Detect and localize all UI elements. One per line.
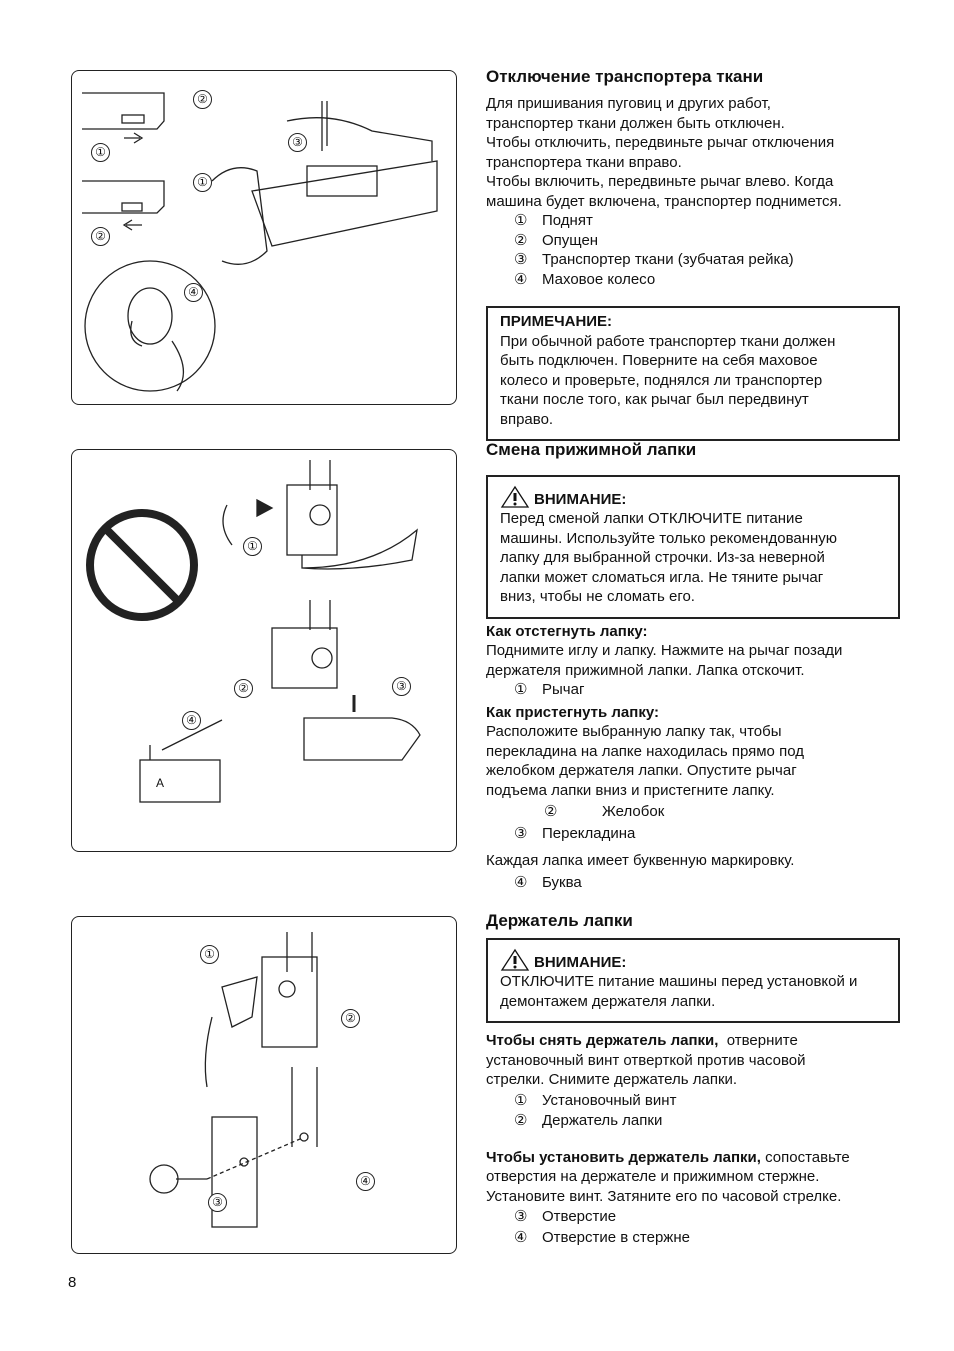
callout-3: ③ bbox=[288, 133, 307, 152]
list-item: ④ Маховое колесо bbox=[514, 270, 656, 288]
callout-1: ① bbox=[200, 945, 219, 964]
section-feed-dog bbox=[486, 66, 900, 441]
body-line: отверстия на держателе и прижимном стержне. bbox=[486, 1168, 820, 1185]
warning-line: вниз, чтобы не сломать его. bbox=[500, 588, 695, 605]
warning-line: лапки может сломаться игла. Не тяните рычаг bbox=[500, 568, 824, 586]
callout-4: ④ bbox=[182, 711, 201, 730]
note-line: ткани после того, как рычаг был передвинут bbox=[500, 391, 809, 408]
warning-header bbox=[500, 948, 886, 972]
note-line: При обычной работе транспортер ткани должен bbox=[500, 332, 836, 350]
callout-2: ② bbox=[341, 1009, 360, 1028]
body-line: Установите винт. Затяните его по часовой стрелке. bbox=[486, 1187, 842, 1205]
section-title: Смена прижимной лапки bbox=[486, 440, 697, 459]
callout-4: ④ bbox=[184, 283, 203, 302]
body-line: Расположите выбранную лапку так, чтобы bbox=[486, 723, 782, 740]
list-item: ① Установочный винт bbox=[514, 1091, 677, 1109]
callout-1: ① bbox=[243, 537, 262, 556]
note-title: ПРИМЕЧАНИЕ: bbox=[500, 313, 613, 330]
note-line: колесо и проверьте, поднялся ли транспортер bbox=[500, 371, 823, 389]
body-line: транспортер ткани должен быть отключен. bbox=[486, 114, 785, 132]
warning-line: демонтажем держателя лапки. bbox=[500, 992, 716, 1010]
warning-title: ВНИМАНИЕ: bbox=[534, 953, 627, 971]
list-item: ② Держатель лапки bbox=[514, 1112, 663, 1129]
body-line: Чтобы включить, передвиньте рычаг влево. Когда bbox=[486, 173, 834, 190]
body-line: желобком держателя лапки. Опустите рычаг bbox=[486, 762, 797, 779]
list-item: ② Опущен bbox=[514, 231, 599, 249]
subheading: Как пристегнуть лапку: bbox=[486, 703, 659, 721]
subheading: Как отстегнуть лапку: bbox=[486, 622, 648, 640]
warning-line: машины. Используйте только рекомендованную bbox=[500, 529, 838, 547]
body-line: Для пришивания пуговиц и других работ, bbox=[486, 95, 771, 112]
warning-line: Перед сменой лапки ОТКЛЮЧИТЕ питание bbox=[500, 510, 803, 527]
section-title: Отключение транспортера ткани bbox=[486, 67, 764, 86]
section-foot-holder bbox=[486, 910, 900, 1247]
foot-letter-marking: A bbox=[156, 776, 165, 790]
callout-3: ③ bbox=[208, 1193, 227, 1212]
list-item: ④ Отверстие в стержне bbox=[514, 1228, 690, 1246]
figure-foot-holder bbox=[71, 916, 457, 1254]
list-item: ④ Буква bbox=[514, 873, 582, 891]
body-line: стрелки. Снимите держатель лапки. bbox=[486, 1071, 738, 1088]
note-line: быть подключен. Поверните на себя маховое bbox=[500, 352, 818, 369]
callout-4: ④ bbox=[356, 1172, 375, 1191]
section-title: Держатель лапки bbox=[486, 911, 633, 930]
callout-2b: ② bbox=[91, 227, 110, 246]
page-number: 8 bbox=[68, 1274, 77, 1291]
body-line: Чтобы установить держатель лапки, сопоставьте bbox=[486, 1148, 850, 1166]
callout-2: ② bbox=[234, 679, 253, 698]
callout-3: ③ bbox=[392, 677, 411, 696]
list-item: ② Желобок bbox=[544, 803, 665, 820]
warning-line: лапку для выбранной строчки. Из-за неверной bbox=[500, 549, 825, 566]
list-item: ③ Транспортер ткани (зубчатая рейка) bbox=[514, 251, 794, 268]
body-line: Чтобы снять держатель лапки, отверните bbox=[486, 1032, 798, 1049]
warning-triangle-icon bbox=[500, 948, 530, 972]
warning-triangle-icon bbox=[500, 485, 530, 509]
body-line: установочный винт отверткой против часовой bbox=[486, 1051, 806, 1069]
figure-feed-dog-lever bbox=[71, 70, 457, 405]
callout-1: ① bbox=[91, 143, 110, 162]
warning-line: ОТКЛЮЧИТЕ питание машины перед установкой и bbox=[500, 973, 858, 990]
body-line: машина будет включена, транспортер поднимется. bbox=[486, 192, 842, 210]
body-line: Поднимите иглу и лапку. Нажмите на рычаг позади bbox=[486, 642, 843, 659]
figure-presser-foot bbox=[71, 449, 457, 852]
list-item: ① Поднят bbox=[514, 212, 593, 229]
body-line: Чтобы отключить, передвиньте рычаг отключения bbox=[486, 134, 835, 151]
body-line: держателя прижимной лапки. Лапка отскочит. bbox=[486, 661, 805, 679]
body-line: перекладина на лапке находилась прямо под bbox=[486, 742, 804, 760]
section-presser-foot bbox=[486, 439, 900, 892]
list-item: ③ Перекладина bbox=[514, 824, 636, 842]
presser-foot-illustration bbox=[72, 450, 457, 852]
callout-1b: ① bbox=[193, 173, 212, 192]
note-line: вправо. bbox=[500, 410, 554, 428]
warning-box bbox=[486, 938, 900, 1023]
body-line: подъема лапки вниз и пристегните лапку. bbox=[486, 781, 775, 799]
list-item: ① Рычаг bbox=[514, 681, 585, 698]
feed-dog-illustration bbox=[72, 71, 457, 405]
warning-title: ВНИМАНИЕ: bbox=[534, 490, 627, 508]
body-line: транспортера ткани вправо. bbox=[486, 153, 682, 171]
body-line: Каждая лапка имеет буквенную маркировку. bbox=[486, 852, 795, 869]
warning-box bbox=[486, 475, 900, 619]
foot-holder-illustration bbox=[72, 917, 457, 1254]
list-item: ③ Отверстие bbox=[514, 1208, 617, 1225]
note-box bbox=[486, 306, 900, 441]
callout-2: ② bbox=[193, 90, 212, 109]
warning-header bbox=[500, 485, 886, 509]
